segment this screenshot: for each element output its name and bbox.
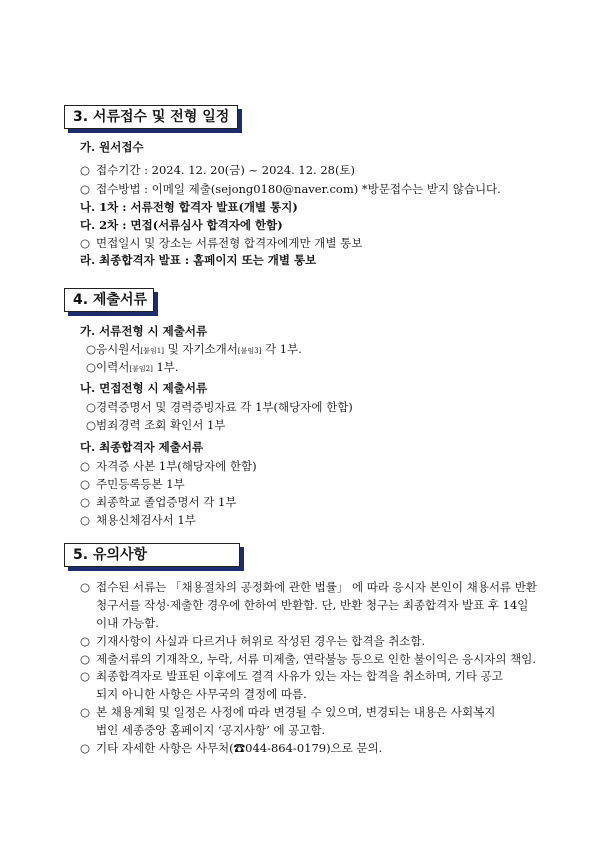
s5-note-3: ○ 제출서류의 기재착오, 누락, 서류 미제출, 연락불능 등으로 인한 불이익은 응시자의 책임. bbox=[80, 652, 536, 666]
bullet-icon: ○ bbox=[80, 634, 91, 648]
s3-a-title: 가. 원서접수 bbox=[80, 140, 144, 154]
section-3-heading bbox=[64, 105, 238, 129]
s5-note-5-cont: 법인 세종중앙 홈페이지 ‘공지사항’ 에 공고함. bbox=[96, 723, 326, 737]
section-5-heading bbox=[64, 543, 240, 567]
s4-b-item-2: ○범죄경력 조회 확인서 1부 bbox=[86, 418, 226, 432]
s3-d-title: 라. 최종합격자 발표 : 홈페이지 또는 개별 통보 bbox=[80, 253, 317, 267]
s4-a-item-2: ○이력서[붙임2] 1부. bbox=[86, 360, 179, 374]
bullet-icon: ○ bbox=[80, 163, 91, 177]
s5-note-6: ○ 기타 자세한 사항은 사무처(☎044-864-0179)으로 문의. bbox=[80, 741, 383, 755]
s5-note-4: ○ 최종합격자로 발표된 이후에도 결격 사유가 있는 자는 합격을 취소하며, 기타 공고 bbox=[80, 669, 503, 683]
s5-note-5: ○ 본 채용계획 및 일정은 사정에 따라 변경될 수 있으며, 변경되는 내용은 사회복지 bbox=[80, 705, 496, 719]
s3-c-title: 다. 2차 : 면접(서류심사 합격자에 한함) bbox=[80, 218, 283, 232]
bullet-icon: ○ bbox=[86, 400, 97, 414]
bullet-icon: ○ bbox=[80, 236, 91, 250]
s4-b-item-1: ○경력증명서 및 경력증빙자료 각 1부(해당자에 한함) bbox=[86, 400, 353, 414]
s3-a-item-2: ○ 접수방법 : 이메일 제출(sejong0180@naver.com) *방문접수는 받지 않습니다. bbox=[80, 182, 501, 196]
bullet-icon: ○ bbox=[80, 652, 91, 666]
s3-c-item-1: ○ 면접일시 및 장소는 서류전형 합격자에게만 개별 통보 bbox=[80, 236, 363, 250]
s4-c-title: 다. 최종합격자 제출서류 bbox=[80, 440, 204, 454]
s4-c-item-4: ○ 채용신체검사서 1부 bbox=[80, 513, 196, 527]
bullet-icon: ○ bbox=[80, 741, 91, 755]
s3-a-item-1: ○ 접수기간 : 2024. 12. 20(금) ~ 2024. 12. 28(토) bbox=[80, 163, 356, 177]
s4-c-item-3: ○ 최종학교 졸업증명서 각 1부 bbox=[80, 495, 237, 509]
section-4-title: 4. 제출서류 bbox=[64, 288, 154, 312]
s5-note-2: ○ 기재사항이 사실과 다르거나 허위로 작성된 경우는 합격을 취소함. bbox=[80, 634, 426, 648]
bullet-icon: ○ bbox=[80, 513, 91, 527]
s5-note-1: ○ 접수된 서류는 「채용절차의 공정화에 관한 법률」 에 따라 응시자 본인이 채용서류 반환 bbox=[80, 580, 537, 594]
s5-note-1-cont: 청구서를 작성·제출한 경우에 한하여 반환함. 단, 반환 청구는 최종합격자 발표 후 14일 bbox=[96, 598, 529, 612]
s5-note-4-cont: 되지 아니한 사항은 사무국의 결정에 따름. bbox=[96, 687, 307, 701]
s4-b-title: 나. 면접전형 시 제출서류 bbox=[80, 381, 208, 395]
bullet-icon: ○ bbox=[80, 477, 91, 491]
section-5-title: 5. 유의사항 bbox=[64, 543, 240, 567]
bullet-icon: ○ bbox=[80, 705, 91, 719]
bullet-icon: ○ bbox=[80, 459, 91, 473]
bullet-icon: ○ bbox=[80, 580, 91, 594]
s3-b-title: 나. 1차 : 서류전형 합격자 발표(개별 통지) bbox=[80, 200, 298, 214]
section-3-title: 3. 서류접수 및 전형 일정 bbox=[64, 105, 238, 129]
s4-a-title: 가. 서류전형 시 제출서류 bbox=[80, 324, 208, 338]
s5-note-1-cont: 이내 가능함. bbox=[96, 616, 159, 630]
bullet-icon: ○ bbox=[86, 360, 97, 374]
s4-c-item-1: ○ 자격증 사본 1부(해당자에 한함) bbox=[80, 459, 257, 473]
s4-c-item-2: ○ 주민등록등본 1부 bbox=[80, 477, 185, 491]
section-4-heading bbox=[64, 288, 154, 312]
bullet-icon: ○ bbox=[86, 418, 97, 432]
s4-a-item-1: ○응시원서[붙임1] 및 자기소개서[붙임3] 각 1부. bbox=[86, 342, 302, 356]
bullet-icon: ○ bbox=[86, 342, 97, 356]
bullet-icon: ○ bbox=[80, 182, 91, 196]
bullet-icon: ○ bbox=[80, 669, 91, 683]
bullet-icon: ○ bbox=[80, 495, 91, 509]
